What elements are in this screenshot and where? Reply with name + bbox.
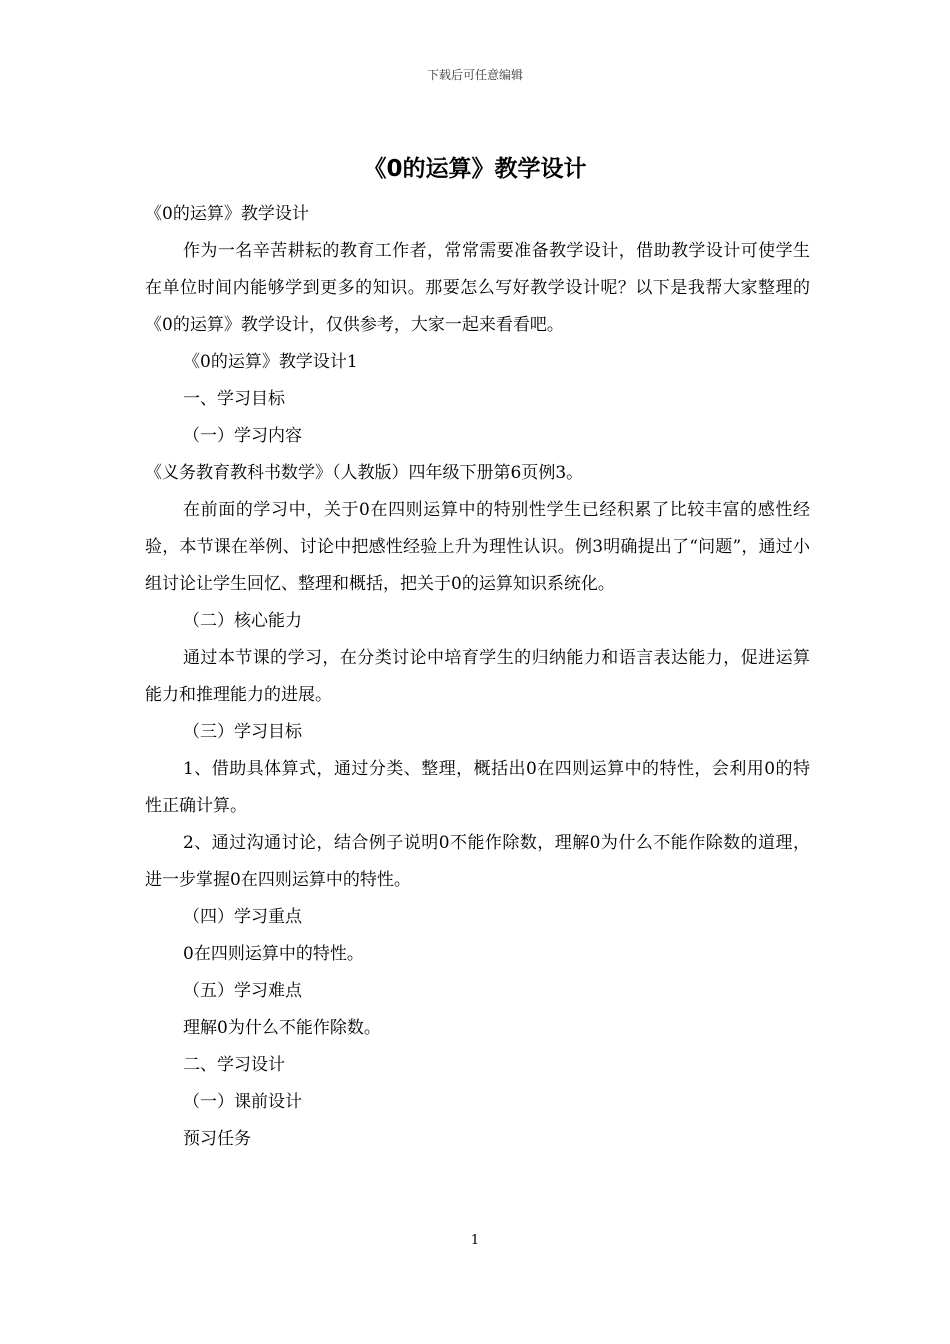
textbook-reference: 《义务教育教科书数学》（人教版）四年级下册第6页例3。 <box>145 463 584 483</box>
section-title: 《0的运算》教学设计1 <box>183 352 358 372</box>
heading-learning-design: 二、学习设计 <box>183 1055 285 1075</box>
document-body <box>145 196 810 1158</box>
subheading-pre-class: （一）课前设计 <box>183 1092 302 1112</box>
goal-item-1: 1、借助具体算式，通过分类、整理，概括出0在四则运算中的特性，会利用0的特性正确计算。 <box>145 759 810 816</box>
heading-learning-goals: 一、学习目标 <box>183 389 285 409</box>
goal-item-2: 2、通过沟通讨论，结合例子说明0不能作除数，理解0为什么不能作除数的道理，进一步掌握0在四则运算中的特性。 <box>145 833 810 890</box>
subheading-core-ability: （二）核心能力 <box>183 611 302 631</box>
page-header-note: 下载后可任意编辑 <box>426 68 523 82</box>
key-point-text: 0在四则运算中的特性。 <box>183 944 364 964</box>
preview-task: 预习任务 <box>183 1129 251 1149</box>
content-paragraph: 在前面的学习中，关于0在四则运算中的特别性学生已经积累了比较丰富的感性经验，本节课在举例、讨论中把感性经验上升为理性认识。例3明确提出了“问题”，通过小组讨论让学生回忆、整理和概括，把关于0的运算知识系统化。 <box>145 500 810 594</box>
subheading-key-point: （四）学习重点 <box>183 907 302 927</box>
document-title: 《0的运算》教学设计 <box>363 156 587 182</box>
subheading-content: （一）学习内容 <box>183 426 302 446</box>
subheading-goals: （三）学习目标 <box>183 722 302 742</box>
intro-paragraph: 作为一名辛苦耕耘的教育工作者，常常需要准备教学设计，借助教学设计可使学生在单位时间内能够学到更多的知识。那要怎么写好教学设计呢？以下是我帮大家整理的《0的运算》教学设计，仅供参考，大家一起来看看吧。 <box>145 241 810 335</box>
core-ability-paragraph: 通过本节课的学习，在分类讨论中培育学生的归纳能力和语言表达能力，促进运算能力和推理能力的进展。 <box>145 648 810 705</box>
difficulty-text: 理解0为什么不能作除数。 <box>183 1018 381 1038</box>
subtitle-line: 《0的运算》教学设计 <box>145 204 309 224</box>
page-number: 1 <box>470 1233 480 1248</box>
subheading-difficulty: （五）学习难点 <box>183 981 302 1001</box>
